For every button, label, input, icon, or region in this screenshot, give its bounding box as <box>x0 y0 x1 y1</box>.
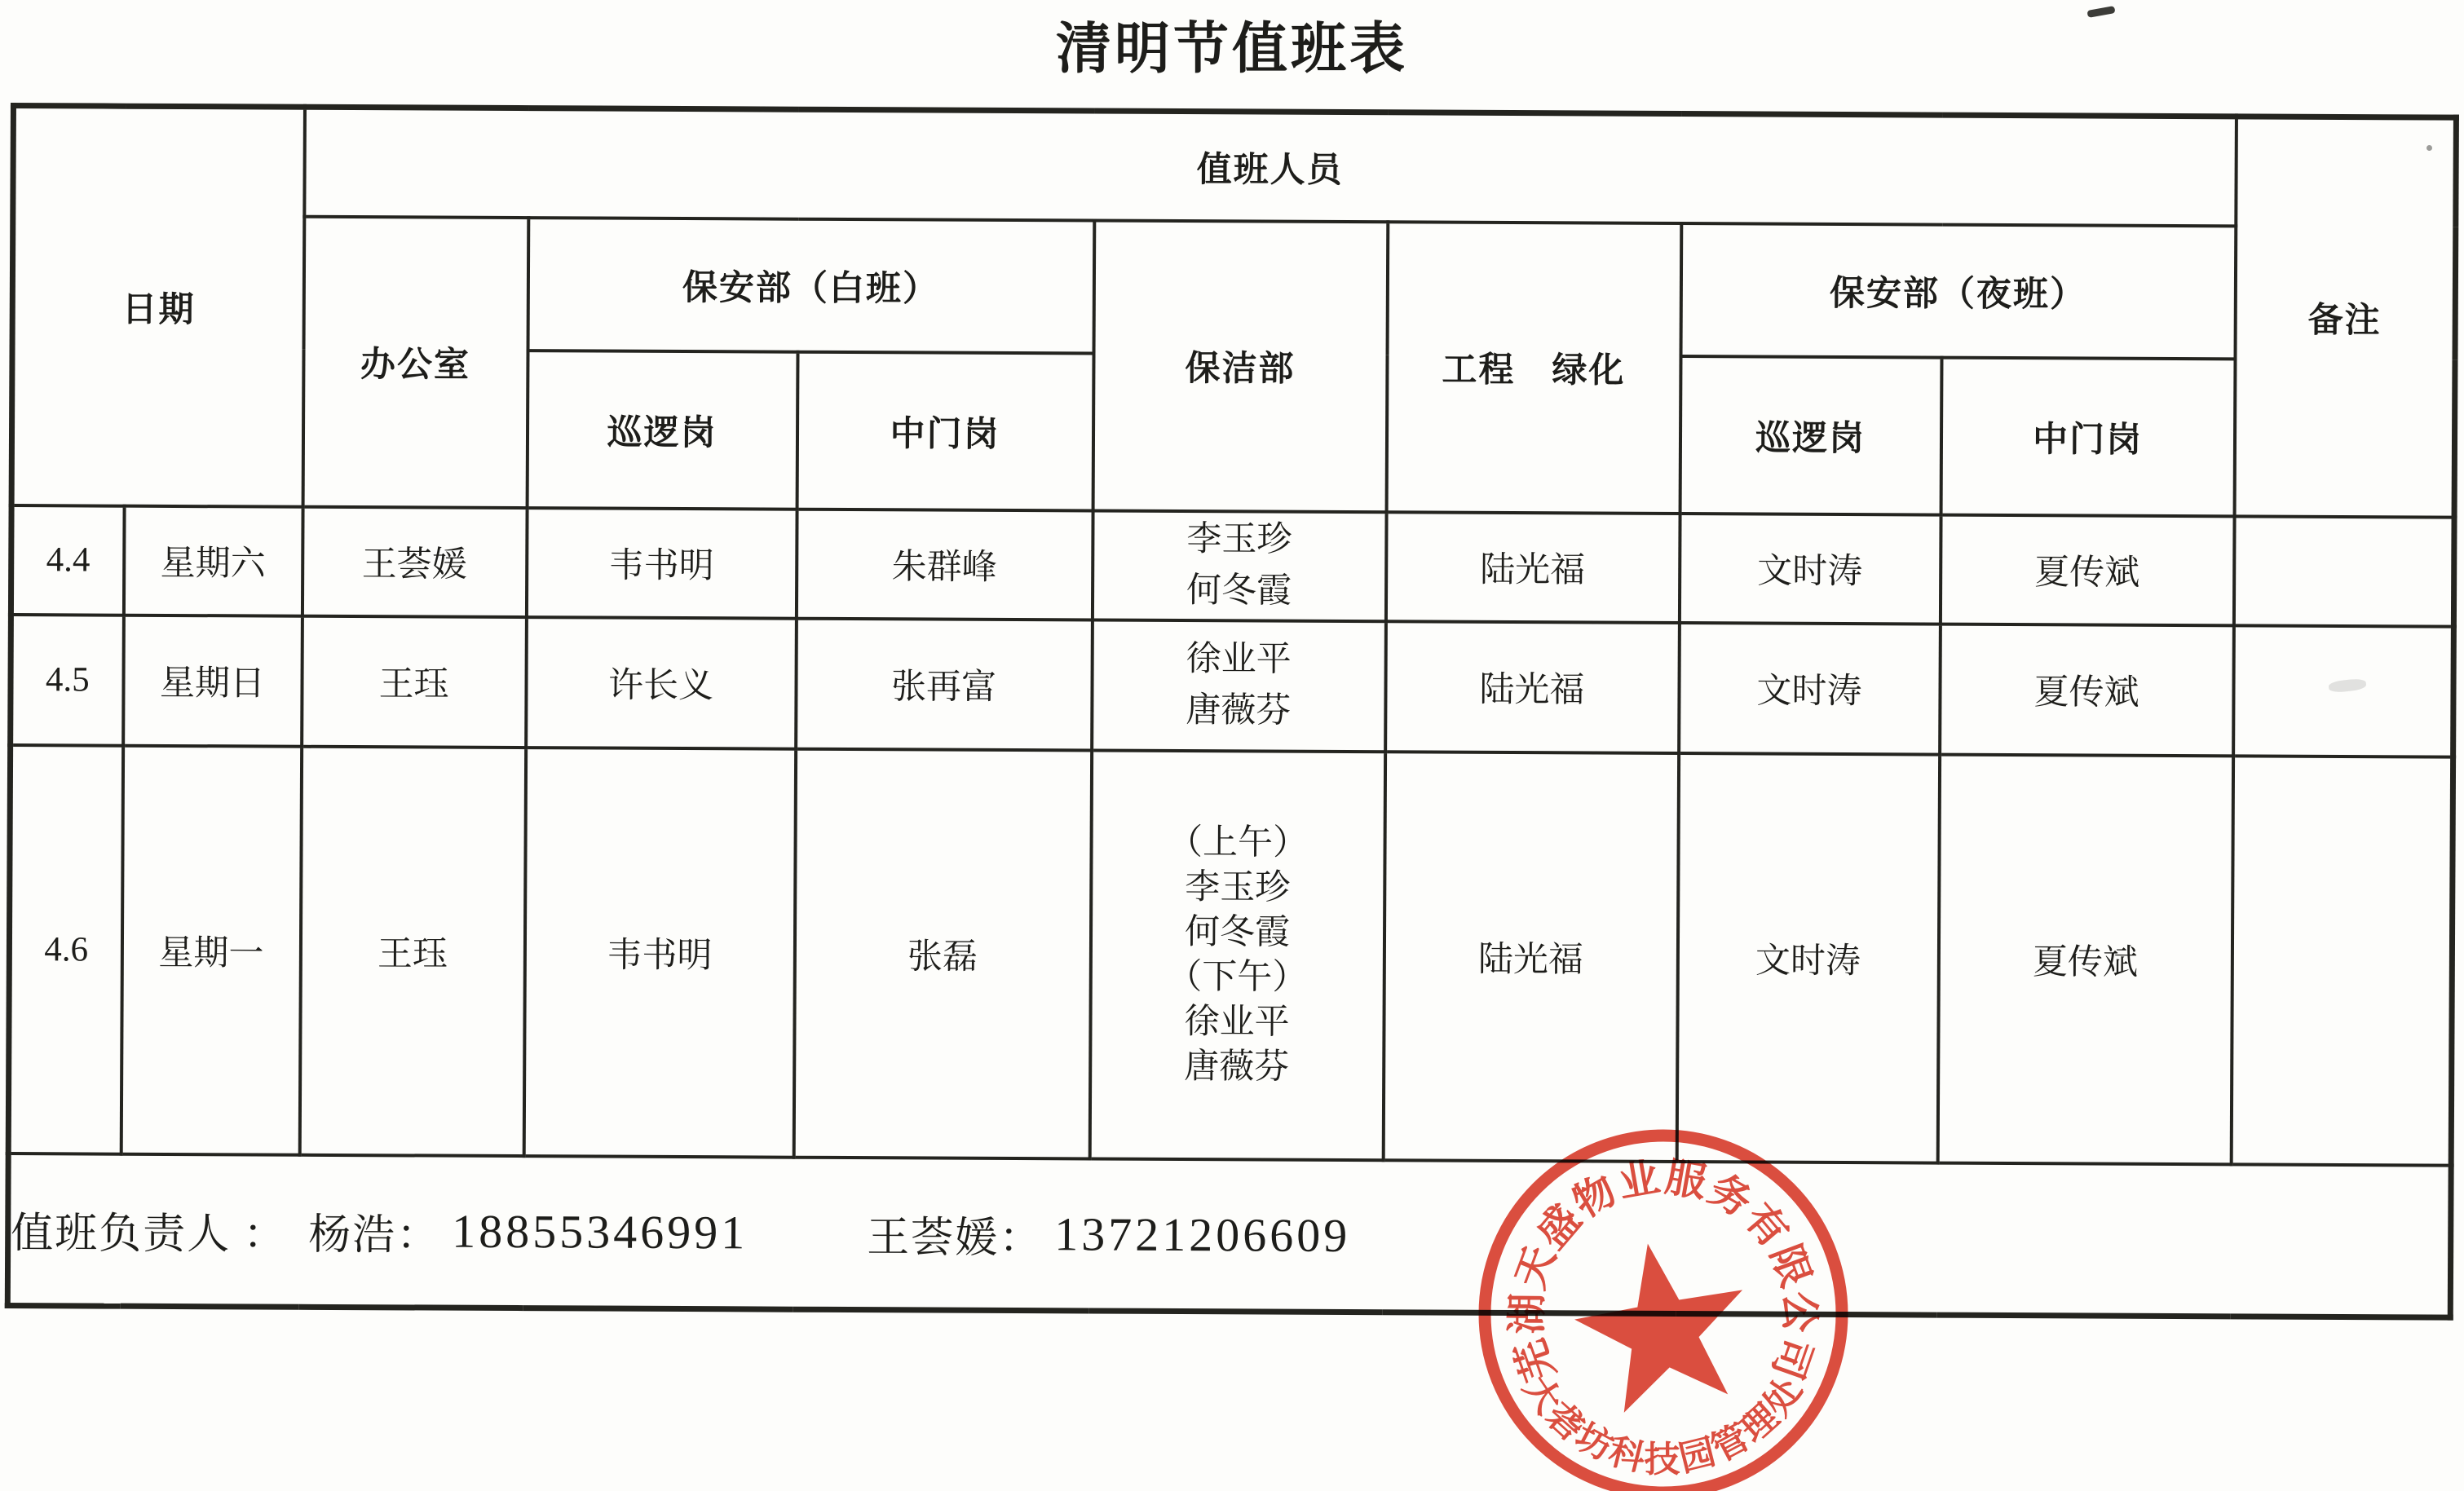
cell-patrol-day: 许长义 <box>526 617 797 749</box>
header-patrol-night: 巡逻岗 <box>1680 356 1941 515</box>
cell-cleaning: （上午） 李玉珍 何冬霞 （下午） 徐业平 唐薇芬 <box>1089 750 1384 1160</box>
duty-contact-line <box>11 1198 2448 1272</box>
cell-office: 王珏 <box>299 746 525 1155</box>
header-gate-day: 中门岗 <box>797 351 1093 510</box>
header-patrol-day: 巡逻岗 <box>527 351 797 509</box>
header-engineering-greening: 工程 绿化 <box>1386 222 1681 514</box>
page-title: 清明节值班表 <box>1055 18 1408 80</box>
company-seal <box>1477 1128 1849 1491</box>
contact1-phone: 18855346991 <box>452 1204 748 1259</box>
cell-weekday: 星期一 <box>121 745 301 1154</box>
cell-date: 4.5 <box>11 615 124 746</box>
cell-weekday: 星期六 <box>123 505 302 615</box>
header-row-1 <box>13 106 2457 227</box>
contact2-name: 王荟媛： <box>867 1214 1044 1262</box>
cell-patrol-day: 韦书明 <box>523 748 795 1158</box>
cell-date: 4.4 <box>11 505 124 615</box>
cell-weekday: 星期日 <box>123 615 302 746</box>
header-duty-personnel: 值班人员 <box>304 107 2237 226</box>
cell-office: 王荟媛 <box>302 506 527 616</box>
cell-cleaning: 徐业平 唐薇芬 <box>1092 620 1386 752</box>
cell-patrol-day: 韦书明 <box>526 508 797 619</box>
scan-artifact <box>2426 145 2432 151</box>
header-office: 办公室 <box>302 216 528 507</box>
cell-patrol-night: 文时涛 <box>1676 753 1939 1163</box>
cell-gate-day: 张再富 <box>796 618 1093 750</box>
contact2-phone: 13721206609 <box>1054 1207 1351 1262</box>
duty-table-wrap <box>5 103 2459 1321</box>
cell-patrol-night: 文时涛 <box>1679 623 1941 755</box>
table-row <box>11 505 2454 627</box>
header-gate-night: 中门岗 <box>1941 357 2235 516</box>
header-row-2 <box>12 215 2456 360</box>
footer-row <box>7 1154 2451 1318</box>
header-cleaning: 保洁部 <box>1093 220 1388 512</box>
cell-gate-day: 张磊 <box>793 748 1091 1158</box>
header-date: 日期 <box>11 106 304 507</box>
header-security-night: 保安部（夜班） <box>1680 223 2236 359</box>
cell-patrol-night: 文时涛 <box>1679 514 1941 624</box>
table-row <box>11 615 2454 757</box>
cell-gate-night: 夏传斌 <box>1937 754 2232 1164</box>
cell-gate-night: 夏传斌 <box>1940 624 2234 756</box>
cell-remarks <box>2233 516 2454 626</box>
duty-table <box>5 103 2459 1321</box>
cell-engineering: 陆光福 <box>1385 621 1680 753</box>
footer-cell <box>7 1154 2451 1318</box>
cell-date: 4.6 <box>8 745 122 1154</box>
duty-manager-label: 值班负责人 ： <box>11 1210 288 1259</box>
cell-engineering: 陆光福 <box>1383 752 1678 1162</box>
seal-text-top: 芜湖天盛物业服务有限公司 <box>1504 1154 1823 1387</box>
cell-cleaning: 李玉珍 何冬霞 <box>1092 510 1386 621</box>
seal-star <box>1564 1229 1760 1418</box>
seal-text-bottom: 大砻坊科技园管理处 <box>1515 1369 1812 1480</box>
cell-gate-day: 朱群峰 <box>796 509 1093 620</box>
cell-gate-night: 夏传斌 <box>1940 514 2234 625</box>
table-row <box>8 745 2453 1166</box>
cell-engineering: 陆光福 <box>1385 512 1680 623</box>
cell-remarks <box>2231 756 2453 1165</box>
contact1-name: 杨浩： <box>308 1211 441 1259</box>
cell-office: 王珏 <box>302 615 527 747</box>
header-security-day: 保安部（白班） <box>528 218 1094 353</box>
header-remarks: 备注 <box>2234 117 2456 517</box>
